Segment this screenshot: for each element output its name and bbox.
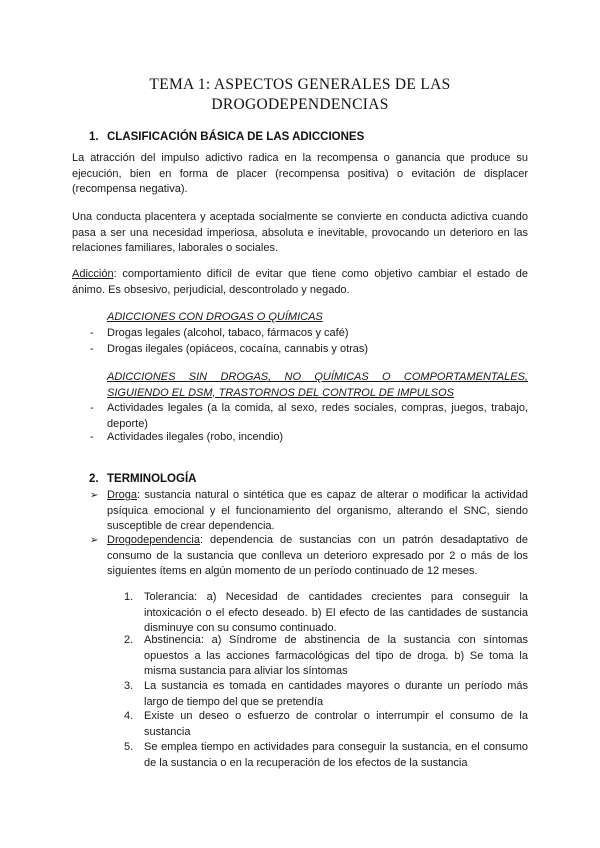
document-title-line-1: TEMA 1: ASPECTOS GENERALES DE LAS — [149, 76, 451, 93]
document-title-line-2: DROGODEPENDENCIAS — [211, 96, 389, 113]
criterion-number: 5. — [124, 741, 134, 753]
term-name: Droga — [107, 489, 137, 501]
section-2-heading — [89, 473, 196, 485]
list-item-text: Drogas legales (alcohol, tabaco, fármacos y café) — [107, 327, 349, 339]
list-item-text: Actividades ilegales (robo, incendio) — [107, 431, 284, 443]
criterion-item — [124, 679, 528, 710]
dash-bullet: - — [90, 431, 94, 443]
criterion-item — [124, 590, 528, 637]
list-item-text: Actividades legales (a la comida, al sexo, redes sociales, compras, juegos, trabajo, deporte) — [107, 402, 528, 430]
adiccion-term: Adicción — [72, 268, 114, 280]
criterion-item — [124, 709, 528, 740]
section-1-paragraph-1: La atracción del impulso adictivo radica en la recompensa o ganancia que produce su ejecución, bien en forma de placer (recompensa positiva) o evitación de displacer (recompensa negativa). — [72, 152, 528, 195]
list-item — [90, 326, 528, 342]
section-1-heading — [89, 131, 364, 143]
list-item — [90, 430, 528, 446]
criterion-text: Existe un deseo o esfuerzo de controlar o interrumpir el consumo de la sustancia — [144, 710, 528, 738]
criterion-number: 1. — [124, 591, 134, 603]
group-2-heading: ADICCIONES SIN DROGAS, NO QUÍMICAS O COMPORTAMENTALES, SIGUIENDO EL DSM, TRASTORNOS DEL CONTROL DE IMPULSOS — [107, 371, 528, 399]
criterion-number: 3. — [124, 680, 134, 692]
criterion-item — [124, 633, 528, 680]
criterion-number: 4. — [124, 710, 134, 722]
list-item-text: Drogas ilegales (opiáceos, cocaína, cannabis y otras) — [107, 343, 369, 355]
section-2-title: TERMINOLOGÍA — [107, 473, 197, 485]
criterion-text: Se emplea tiempo en actividades para conseguir la sustancia, en el consumo de la sustancia o en la recuperación de los efectos de la sustancia — [144, 741, 528, 769]
term-definition: : sustancia natural o sintética que es capaz de alterar o modificar la actividad psíquica emocional y el funcionamiento del organismo, alterando el SNC, siendo susceptible de crear dependencia. — [107, 489, 528, 532]
criterion-item — [124, 740, 528, 771]
adiccion-text: : comportamiento difícil de evitar que tiene como objetivo cambiar el estado de ánimo. Es obsesivo, perjudicial, descontrolado y negado. — [72, 268, 528, 296]
dash-bullet: - — [90, 402, 94, 414]
criterion-text: Abstinencia: a) Síndrome de abstinencia de la sustancia con síntomas opuestos a las acciones farmacológicas del tipo de droga. b) Se toma la misma sustancia para aliviar los síntomas — [144, 634, 528, 677]
term-droga — [90, 488, 528, 535]
arrow-bullet-icon: ➢ — [90, 535, 99, 546]
term-name: Drogodependencia — [107, 534, 200, 546]
adiccion-definition — [72, 267, 528, 298]
list-item — [90, 401, 528, 432]
arrow-bullet-icon: ➢ — [90, 490, 99, 501]
term-drogodependencia — [90, 533, 528, 580]
section-1-number: 1. — [89, 131, 99, 143]
term-definition: : dependencia de sustancias con un patrón desadaptativo de consumo de la sustancia que conlleva un deterioro expresado por 2 o más de los siguientes ítems en algún momento de un período continuado de 12 meses. — [107, 534, 528, 577]
criterion-text: Tolerancia: a) Necesidad de cantidades crecientes para conseguir la intoxicación o el efecto deseado. b) El efecto de las cantidades de sustancia disminuye con su consumo continuado. — [144, 591, 528, 634]
group-1-heading: ADICCIONES CON DROGAS O QUÍMICAS — [107, 311, 323, 323]
section-1-title: CLASIFICACIÓN BÁSICA DE LAS ADICCIONES — [107, 131, 365, 143]
dash-bullet: - — [90, 327, 94, 339]
section-1-paragraph-2: Una conducta placentera y aceptada socialmente se convierte en conducta adictiva cuando pasa a ser una necesidad imperiosa, absoluta e inevitable, provocando un deterioro en las relaciones familiares, laborales o sociales. — [72, 211, 528, 254]
list-item — [90, 342, 528, 358]
criterion-text: La sustancia es tomada en cantidades mayores o durante un período más largo de tiempo del que se pretendía — [144, 680, 528, 708]
criterion-number: 2. — [124, 634, 134, 646]
section-2-number: 2. — [89, 473, 99, 485]
dash-bullet: - — [90, 343, 94, 355]
